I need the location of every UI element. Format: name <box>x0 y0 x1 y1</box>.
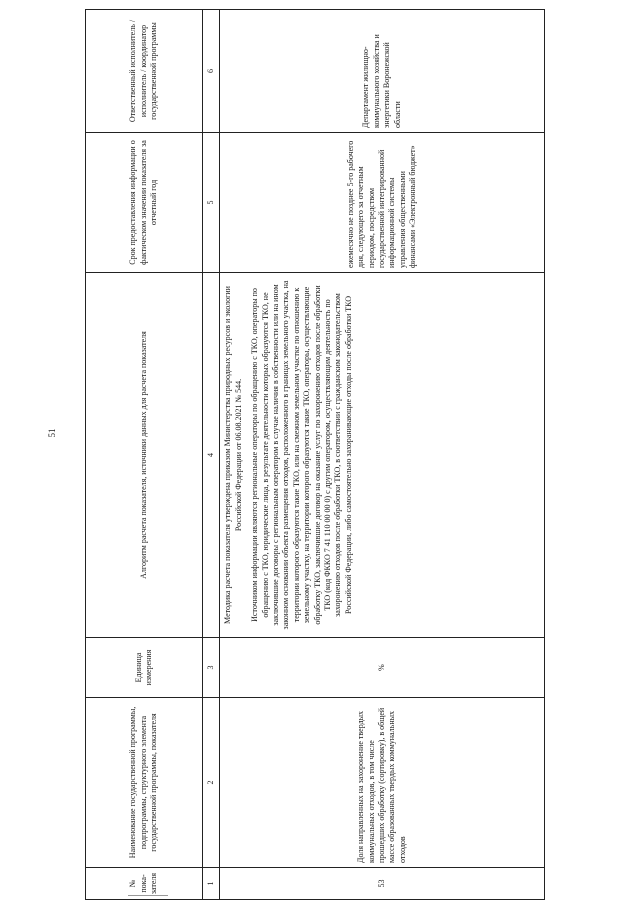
header-row <box>86 10 203 900</box>
indicator-executor: Департамент жилищно-коммунального хозяйства и энергетики Воронежской области <box>220 10 545 133</box>
header-unit: Единица измерения <box>86 638 203 698</box>
indicator-unit: % <box>220 638 545 698</box>
algorithm-methodology: Методика расчета показателя утверждена приказом Министерства природных ресурсов и экологии Российской Федерации от 06.08.2021 № 544. <box>223 286 243 624</box>
algorithm-data-sources: Источником информации являются региональные операторы по обращению с ТКО, операторы по обращению с ТКО, юридические лица, в результате деятельности которых образуются ТКО, не заключившие договоры с региональным оператором в случае наличия в собственности или на ином законном основании объекта размещения отходов, расположенного в границах земельного участка, на территории которого образуются такие ТКО, или на смежном земельном участке по отношению к земельному участку, на территории которого образуются такие ТКО, операторы, осуществляющие обработку ТКО, заключившие договор на оказание услуг по захоронению отходов после обработки ТКО (код ФККО 7 41 110 00 00 0) с другим оператором, осуществляющим деятельность по захоронению отходов после обработки ТКО, в соответствии с гражданским законодательством Российской Федерации, либо самостоятельно захоранивающие отходы после обработки ТКО <box>250 280 353 630</box>
column-number: 5 <box>203 133 220 273</box>
indicator-algorithm <box>220 273 545 638</box>
column-number: 4 <box>203 273 220 638</box>
page-number: 51 <box>47 428 57 438</box>
column-number: 6 <box>203 10 220 133</box>
indicator-deadline: ежемесячно не позднее 5-го рабочего дня, следующего за отчетным периодом, посредством государственной интегрированной информационной системы управления общественными финансами «Электронный бюджет» <box>220 133 545 273</box>
column-number-row <box>203 10 220 900</box>
header-name: Наименование государственной программы, подпрограммы, структурного элемента государственной программы, показателя <box>86 698 203 868</box>
indicator-id: 53 <box>220 868 545 900</box>
header-id: № пока-зателя <box>86 868 203 900</box>
rotated-page-content <box>85 10 545 900</box>
column-number: 3 <box>203 638 220 698</box>
header-deadline: Срок предоставления информации о фактическом значении показателя за отчетный год <box>86 133 203 273</box>
column-number: 2 <box>203 698 220 868</box>
footer-divider <box>128 895 168 896</box>
column-number: 1 <box>203 868 220 900</box>
header-algorithm: Алгоритм расчета показателя, источники данных для расчета показателя <box>86 273 203 638</box>
indicator-name: Доля направленных на захоронение твердых коммунальных отходов, в том числе прошедших обработку (сортировку), в общей массе образованных твердых коммунальных отходов <box>220 698 545 868</box>
header-executor: Ответственный исполнитель / исполнитель / координатор государственной программы <box>86 10 203 133</box>
table-row <box>220 10 545 900</box>
indicator-table <box>85 9 545 900</box>
